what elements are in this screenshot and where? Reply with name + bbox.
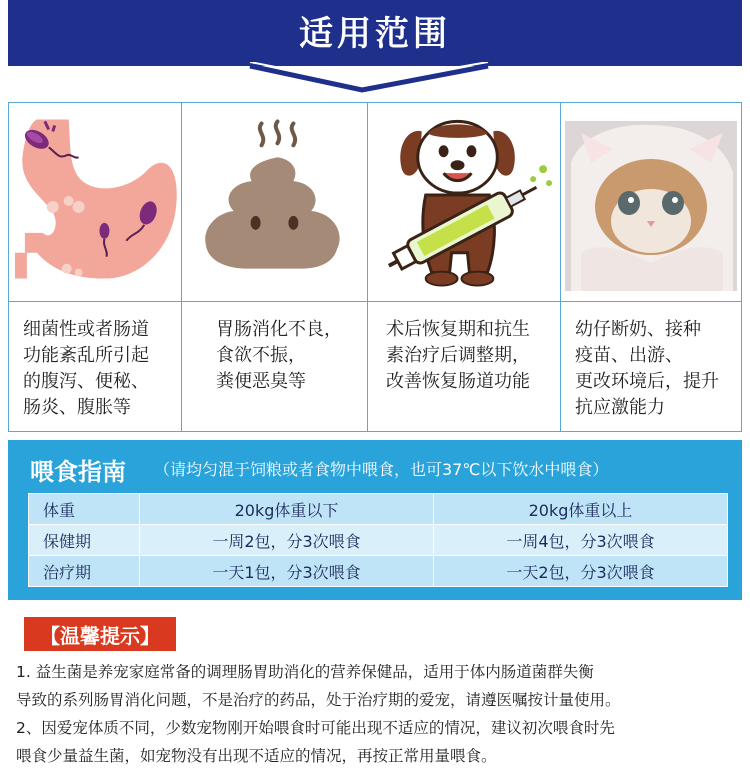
text-line: 术后恢复期和抗生 xyxy=(386,319,530,340)
tips-line: 1. 益生菌是养宠家庭常备的调理肠胃助消化的营养保健品，适用于体内肠道菌群失衡 xyxy=(16,663,594,681)
tips-line: 导致的系列肠胃消化问题，不是治疗的药品，处于治疗期的爱宠，请遵医嘱按计量使用。 xyxy=(16,691,621,709)
table-row xyxy=(29,525,728,556)
text-line: 抗应激能力 xyxy=(575,397,665,418)
table-cell: 一天1包，分3次喂食 xyxy=(140,556,434,587)
text-line: 幼仔断奶、接种 xyxy=(575,319,701,340)
dog-mascot-icon xyxy=(368,103,560,301)
table-cell: 一周4包，分3次喂食 xyxy=(434,525,728,556)
text-line: 更改环境后，提升 xyxy=(575,371,719,392)
text-line: 胃肠消化不良， xyxy=(216,319,342,340)
scope-item-indigestion xyxy=(182,103,368,431)
tips-line: 2、因爱宠体质不同，少数宠物刚开始喂食时可能出现不适应的情况，建议初次喂食时先 xyxy=(16,719,615,737)
scope-text-3 xyxy=(386,317,552,395)
kitten-photo xyxy=(561,103,743,301)
tips-label: 【温馨提示】 xyxy=(40,624,160,648)
text-line: 素治疗后调整期， xyxy=(386,345,530,366)
table-cell: 一周2包，分3次喂食 xyxy=(140,525,434,556)
text-line: 的腹泻、便秘、 xyxy=(23,371,149,392)
text-line: 食欲不振， xyxy=(216,345,306,366)
text-line: 功能紊乱所引起 xyxy=(23,345,149,366)
text-line: 粪便恶臭等 xyxy=(216,371,306,392)
text-line: 改善恢复肠道功能 xyxy=(386,371,530,392)
table-header-cell: 体重 xyxy=(29,494,140,525)
tips-line: 喂食少量益生菌，如宠物没有出现不适应的情况，再按正常用量喂食。 xyxy=(16,747,497,765)
text-line: 细菌性或者肠道 xyxy=(23,319,149,340)
table-row xyxy=(29,556,728,587)
chevron-down-icon xyxy=(0,62,750,102)
scope-item-recovery xyxy=(368,103,561,431)
table-header-cell: 20kg体重以上 xyxy=(434,494,728,525)
scope-text-4 xyxy=(575,317,735,421)
table-cell: 一天2包，分3次喂食 xyxy=(434,556,728,587)
feeding-guide xyxy=(8,440,742,600)
table-cell: 保健期 xyxy=(29,525,140,556)
table-cell: 治疗期 xyxy=(29,556,140,587)
text-line: 疫苗、出游、 xyxy=(575,345,683,366)
scope-item-digestive-disorder xyxy=(9,103,182,431)
text-line: 肠炎、腹胀等 xyxy=(23,397,131,418)
page-title: 适用范围 xyxy=(299,14,451,54)
tips-text xyxy=(16,658,744,770)
feeding-title: 喂食指南 xyxy=(30,458,126,486)
scope-grid xyxy=(8,102,742,432)
poop-icon xyxy=(182,103,367,301)
table-header-cell: 20kg体重以下 xyxy=(140,494,434,525)
bacteria-stomach-icon xyxy=(9,103,181,301)
scope-item-stress xyxy=(561,103,743,431)
scope-text-1 xyxy=(23,317,173,421)
table-header-row xyxy=(29,494,728,525)
feeding-table xyxy=(28,493,728,587)
scope-text-2 xyxy=(216,317,359,395)
feeding-subtitle: （请均匀混于饲粮或者食物中喂食，也可37℃以下饮水中喂食） xyxy=(154,460,609,479)
